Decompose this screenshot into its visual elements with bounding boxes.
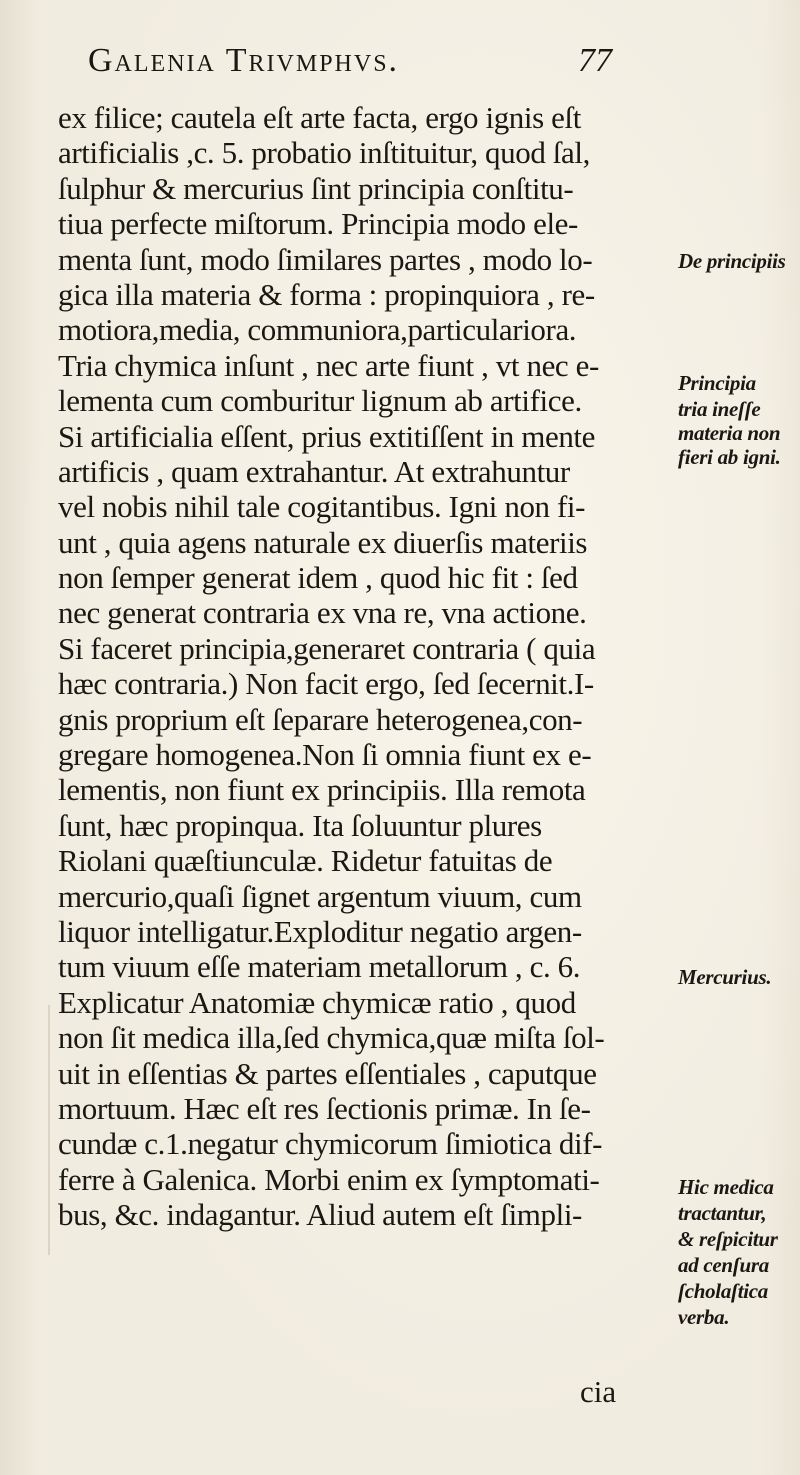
margin-note: materia non [678, 421, 781, 445]
text-line: ex filice; cautela eſt arte facta, ergo ignis eſt [58, 100, 581, 135]
text-line: vel nobis nihil tale cogitantibus. Igni non fi- [58, 489, 586, 525]
text-line: motiora,media, communiora,particulariora. [58, 312, 577, 348]
text-line: non ſemper generat idem , quod hic fit : ſed [58, 560, 578, 596]
text-line: ſunt, hæc propinqua. Ita ſoluuntur plures [58, 807, 542, 843]
margin-note: & reſpicitur [678, 1227, 778, 1251]
text-line: hæc contraria.) Non facit ergo, ſed ſecernit.I- [58, 666, 594, 702]
text-line: artificis , quam extrahantur. At extrahuntur [58, 453, 570, 489]
text-line: Si faceret principia,generaret contraria ( quia [58, 630, 596, 666]
running-title: Galenia Trivmphvs. [88, 42, 400, 79]
margin-note: tria ineſſe [678, 397, 761, 421]
body-text [58, 100, 688, 1233]
text-line: liquor intelligatur.Exploditur negatio argen- [58, 913, 582, 949]
text-line: Tria chymica inſunt , nec arte fiunt , vt nec e- [58, 347, 599, 383]
text-line: mercurio,quaſi ſignet argentum viuum, cum [58, 878, 582, 914]
text-line: menta ſunt, modo ſimilares partes , modo lo- [58, 241, 593, 277]
text-line: artificialis ,c. 5. probatio inſtituitur, quod ſal, [58, 135, 590, 171]
running-head [88, 42, 628, 86]
margin-note: ad cenſura [678, 1253, 769, 1277]
margin-note: De principiis [678, 249, 786, 273]
text-line: cundæ c.1.negatur chymicorum ſimiotica dif- [58, 1126, 603, 1162]
text-line: unt , quia agens naturale ex diuerſis materiis [58, 524, 588, 560]
text-line: bus, &c. indagantur. Aliud autem eſt ſimpli- [58, 1197, 582, 1233]
text-line: nec generat contraria ex vna re, vna actione. [58, 595, 587, 631]
page-number: 77 [578, 42, 612, 79]
text-line: tiua perfecte miſtorum. Principia modo ele- [58, 206, 578, 242]
text-line: gregare homogenea.Non ſi omnia fiunt ex e- [58, 737, 592, 773]
margin-note: fieri ab igni. [678, 445, 781, 469]
text-line: gnis proprium eſt ſeparare heterogenea,con- [58, 701, 583, 737]
text-line: uit in eſſentias & partes eſſentiales , caputque [58, 1055, 597, 1091]
text-line: lementa cum comburitur lignum ab artifice. [58, 383, 582, 419]
margin-note: ſcholaſtica [678, 1279, 769, 1303]
margin-note: tractantur, [678, 1201, 767, 1225]
text-line: lementis, non fiunt ex principiis. Illa remota [58, 772, 586, 808]
margin-note: Hic medica [678, 1175, 774, 1199]
margin-note: Principia [678, 371, 756, 395]
text-line: Explicatur Anatomiæ chymicæ ratio , quod [58, 984, 576, 1020]
margin-note: verba. [678, 1305, 730, 1329]
text-line: ſulphur & mercurius ſint principia conſtitu- [58, 170, 574, 206]
text-line: mortuum. Hæc eſt res ſectionis primæ. In ſe- [58, 1090, 591, 1126]
text-line: Si artificialia eſſent, prius extitiſſent in mente [58, 418, 595, 454]
text-line: tum viuum eſſe materiam metallorum , c. 6. [58, 949, 581, 985]
margin-note: Mercurius. [678, 965, 772, 989]
text-line: non ſit medica illa,ſed chymica,quæ miſta ſol- [58, 1020, 605, 1056]
catchword: cia [580, 1374, 617, 1409]
gutter-shadow [48, 1005, 50, 1255]
text-line: ferre à Galenica. Morbi enim ex ſymptomati- [58, 1161, 600, 1197]
text-line: Riolani quæſtiunculæ. Ridetur fatuitas de [58, 843, 553, 879]
text-line: gica illa materia & forma : propinquiora , re- [58, 276, 595, 312]
